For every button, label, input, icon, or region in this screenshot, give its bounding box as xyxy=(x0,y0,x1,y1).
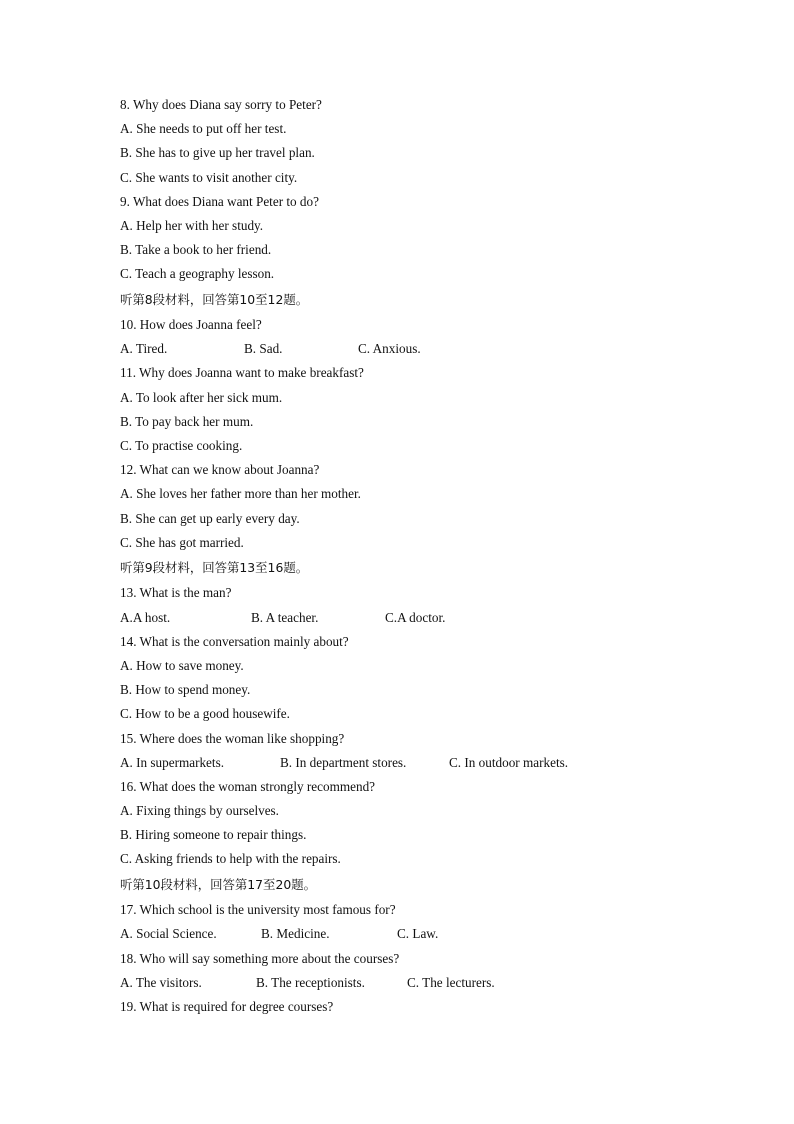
answer-option: C. Law. xyxy=(397,926,439,942)
option-row xyxy=(120,751,740,775)
answer-option: A.A host. xyxy=(120,609,171,625)
option-row xyxy=(120,337,740,361)
question-text: 18. Who will say something more about the courses? xyxy=(120,950,400,966)
question-text: 10. How does Joanna feel? xyxy=(120,317,262,332)
answer-option: C. To practise cooking. xyxy=(120,437,243,453)
exam-page xyxy=(120,93,740,1019)
answer-option: B. In department stores. xyxy=(280,754,407,770)
answer-option: B. Sad. xyxy=(244,341,283,357)
answer-option: A. How to save money. xyxy=(120,657,244,673)
answer-option: C. Anxious. xyxy=(358,341,421,357)
section-instruction: 听第8段材料，回答第10至12题。 xyxy=(120,291,309,307)
answer-option: B. Hiring someone to repair things. xyxy=(120,827,307,843)
answer-option: A. Fixing things by ourselves. xyxy=(120,803,279,819)
answer-option: A. To look after her sick mum. xyxy=(120,389,283,405)
option-row xyxy=(120,606,740,630)
answer-option: A. Help her with her study. xyxy=(120,217,264,233)
answer-option: C. Asking friends to help with the repairs. xyxy=(120,851,341,867)
answer-option: C. In outdoor markets. xyxy=(449,754,569,770)
answer-option: B. How to spend money. xyxy=(120,682,251,698)
answer-option: A. Tired. xyxy=(120,341,168,357)
answer-option: C. The lecturers. xyxy=(407,974,495,990)
answer-option: C. Teach a geography lesson. xyxy=(120,266,275,282)
question-text: 19. What is required for degree courses? xyxy=(120,998,334,1014)
answer-option: A. The visitors. xyxy=(120,974,202,990)
question-text: 9. What does Diana want Peter to do? xyxy=(120,193,319,209)
answer-option: C. She has got married. xyxy=(120,534,244,550)
answer-option: A. Social Science. xyxy=(120,926,217,942)
answer-option: A. She needs to put off her test. xyxy=(120,121,287,137)
answer-option: A. In supermarkets. xyxy=(120,754,225,770)
answer-option: C. How to be a good housewife. xyxy=(120,706,290,722)
answer-option: B. The receptionists. xyxy=(256,974,365,990)
question-text: 16. What does the woman strongly recommend? xyxy=(120,778,376,794)
section-instruction: 听第10段材料，回答第17至20题。 xyxy=(120,876,316,892)
answer-option: B. Medicine. xyxy=(261,926,330,942)
option-row xyxy=(120,971,740,995)
answer-option: A. She loves her father more than her mother. xyxy=(120,486,361,502)
answer-option: B. A teacher. xyxy=(251,609,319,625)
answer-option: B. To pay back her mum. xyxy=(120,413,254,429)
section-instruction: 听第9段材料，回答第13至16题。 xyxy=(120,559,309,575)
question-text: 8. Why does Diana say sorry to Peter? xyxy=(120,97,322,112)
answer-option: B. Take a book to her friend. xyxy=(120,242,272,258)
question-text: 14. What is the conversation mainly about? xyxy=(120,633,349,649)
answer-option: B. She can get up early every day. xyxy=(120,510,300,526)
answer-option: C.A doctor. xyxy=(385,609,446,625)
question-text: 11. Why does Joanna want to make breakfast? xyxy=(120,365,364,381)
question-text: 15. Where does the woman like shopping? xyxy=(120,730,345,746)
question-text: 17. Which school is the university most famous for? xyxy=(120,902,396,918)
question-text: 12. What can we know about Joanna? xyxy=(120,462,320,478)
question-text: 13. What is the man? xyxy=(120,585,232,601)
answer-option: B. She has to give up her travel plan. xyxy=(120,145,315,161)
option-row xyxy=(120,922,740,946)
answer-option: C. She wants to visit another city. xyxy=(120,169,298,185)
